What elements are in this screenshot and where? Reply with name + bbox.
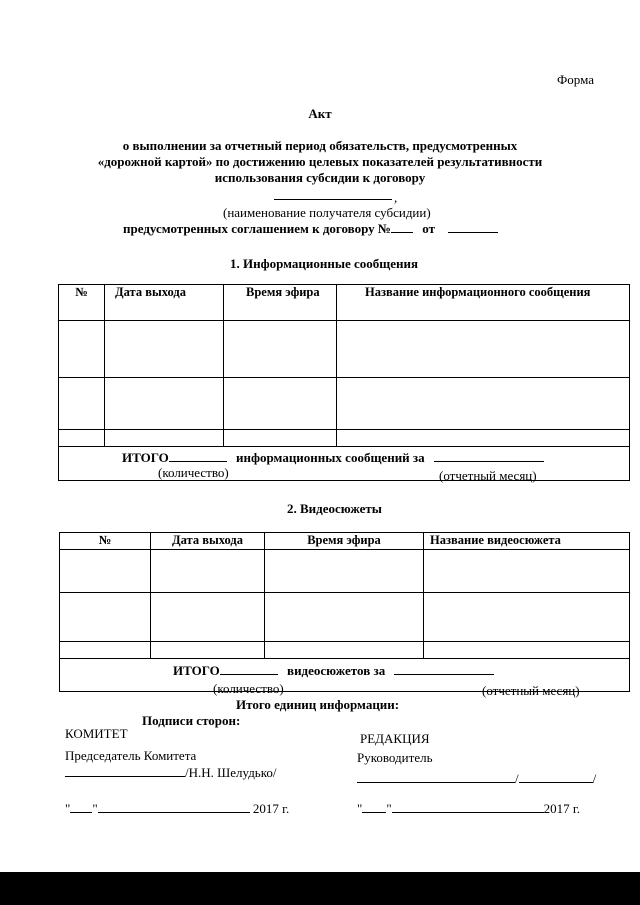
col-header-time: Время эфира [265,533,424,550]
section1-qty-caption: (количество) [158,465,229,480]
section2-heading: 2. Видеосюжеты [287,501,382,516]
table-row [59,378,630,430]
left-signer-name: /Н.Н. Шелудько/ [185,765,277,780]
right-year: 2017 г. [543,801,580,816]
agreement-date-blank [448,232,498,233]
section2-qty-caption: (количество) [213,681,284,696]
signatures-title: Подписи сторон: [142,713,241,728]
doc-title: Акт [308,106,332,121]
section1-month-caption: (отчетный месяц) [439,468,537,483]
left-party-role: Председатель Комитета [65,748,197,763]
table-row [59,321,630,378]
col-header-time: Время эфира [224,285,337,321]
subtitle-line-2: «дорожной картой» по достижению целевых показателей результативности [97,154,543,169]
section1-heading: 1. Информационные сообщения [230,256,419,271]
left-year: 2017 г. [252,801,290,816]
col-header-date: Дата выхода [151,533,265,550]
table-header-row [59,285,630,321]
recipient-blank [274,199,392,200]
table-row [60,593,630,642]
table-row [60,550,630,593]
col-header-date: Дата выхода [105,285,224,321]
table-row [59,430,630,447]
right-date-line: " " 2017 г. [357,801,580,816]
recipient-caption: (наименование получателя субсидии) [223,205,431,220]
section2-month-caption: (отчетный месяц) [482,683,580,698]
right-signature-line: / / [357,771,596,787]
subtitle-line-3: использования субсидии к договору [214,170,426,185]
subtitle-line-1: о выполнении за отчетный период обязательств, предусмотренных [122,138,518,153]
agreement-number-blank [391,232,413,233]
col-header-number: № [59,285,105,321]
right-party-name: РЕДАКЦИЯ [360,731,430,746]
col-header-number: № [60,533,151,550]
scan-bottom-edge [0,872,640,905]
section1-total-line: ИТОГО информационных сообщений за [122,450,544,466]
section2-total-line: ИТОГО видеосюжетов за [173,663,494,679]
col-header-title: Название информационного сообщения [337,285,630,321]
table-row [60,642,630,659]
left-party-name: КОМИТЕТ [65,726,128,741]
right-party-role: Руководитель [357,750,433,765]
col-header-title: Название видеосюжета [424,533,630,550]
agreement-line: предусмотренных соглашением к договору № от [123,221,498,237]
left-date-line: " " 2017 г. [65,801,290,816]
table-header-row [60,533,630,550]
left-signature-line [65,765,277,781]
total-units: Итого единиц информации: [236,697,400,712]
form-label: Форма [557,72,594,87]
